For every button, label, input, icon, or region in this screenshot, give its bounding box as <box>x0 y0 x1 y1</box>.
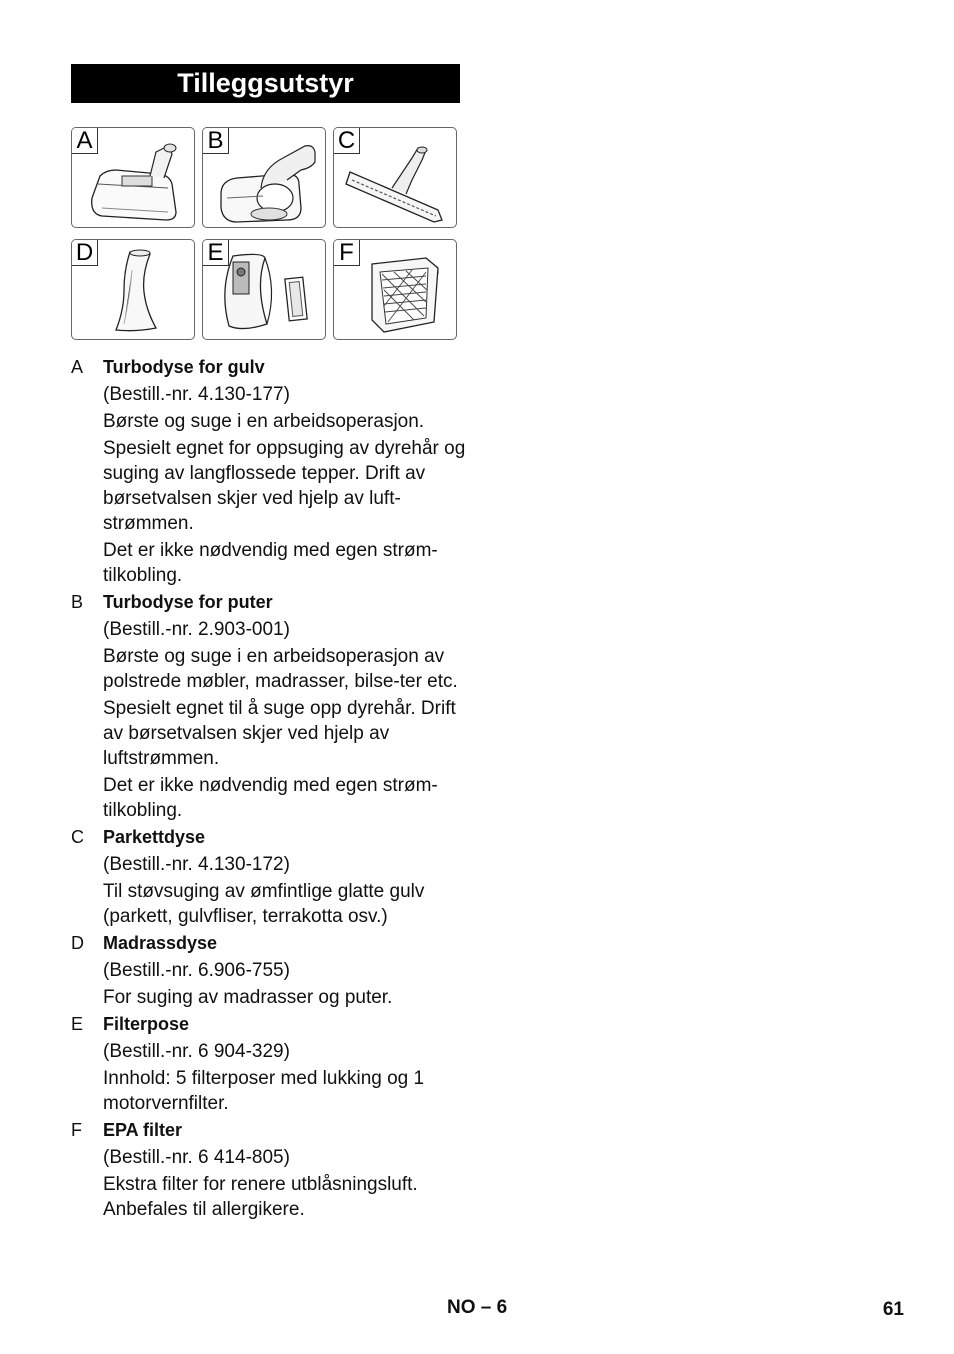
page-title: Tilleggsutstyr <box>71 64 460 103</box>
item-key: B <box>71 592 84 612</box>
tile-letter: E <box>203 240 229 266</box>
item-key: A <box>71 357 84 377</box>
item-description: Spesielt egnet til å suge opp dyrehår. Drift av børsetvalsen skjer ved hjelp av luftstrømmen. <box>103 698 456 769</box>
list-item <box>71 931 471 1010</box>
list-item <box>71 1118 471 1222</box>
item-description: Det er ikke nødvendig med egen strøm-tilkobling. <box>103 775 438 821</box>
order-number: (Bestill.-nr. 4.130-172) <box>103 854 290 875</box>
item-description: Børste og suge i en arbeidsoperasjon av polstrede møbler, madrasser, bilse-ter etc. <box>103 646 458 692</box>
order-number: (Bestill.-nr. 6 414-805) <box>103 1147 290 1168</box>
list-item <box>71 825 471 929</box>
item-key: F <box>71 1120 82 1140</box>
item-key: D <box>71 933 84 953</box>
item-name: Turbodyse for gulv <box>103 357 265 377</box>
list-item <box>71 355 471 588</box>
order-number: (Bestill.-nr. 6.906-755) <box>103 960 290 981</box>
accessory-list <box>71 355 471 1224</box>
tile-letter: D <box>72 240 98 266</box>
item-description: Innhold: 5 filterposer med lukking og 1 motorvernfilter. <box>103 1068 425 1114</box>
item-description: Det er ikke nødvendig med egen strøm-tilkobling. <box>103 540 438 586</box>
item-key: C <box>71 827 84 847</box>
figure-tile-b <box>202 127 326 228</box>
figure-tile-d <box>71 239 195 340</box>
tile-letter: A <box>72 128 98 154</box>
figure-tile-f <box>333 239 457 340</box>
item-name: Filterpose <box>103 1014 190 1034</box>
item-description: Til støvsuging av ømfintlige glatte gulv (parkett, gulvfliser, terrakotta osv.) <box>103 881 425 927</box>
item-description: Ekstra filter for renere utblåsningsluft. Anbefales til allergikere. <box>103 1174 418 1220</box>
item-name: Madrassdyse <box>103 933 218 953</box>
tile-letter: C <box>334 128 360 154</box>
item-key: E <box>71 1014 84 1034</box>
page-number: 61 <box>882 1299 904 1320</box>
section-code: NO – 6 <box>447 1297 508 1318</box>
item-name: Turbodyse for puter <box>103 592 273 612</box>
item-description: Børste og suge i en arbeidsoperasjon. <box>103 411 425 432</box>
tile-letter: B <box>203 128 229 154</box>
figure-tile-e <box>202 239 326 340</box>
item-description: For suging av madrasser og puter. <box>103 987 393 1008</box>
order-number: (Bestill.-nr. 2.903-001) <box>103 619 290 640</box>
item-name: EPA filter <box>103 1120 183 1140</box>
accessories-figure <box>71 127 460 341</box>
item-description: Spesielt egnet for oppsuging av dyrehår og suging av langflossede tepper. Drift av børsetvalsen skjer ved hjelp av luft-strømmen. <box>103 438 466 534</box>
list-item <box>71 1012 471 1116</box>
order-number: (Bestill.-nr. 4.130-177) <box>103 384 290 405</box>
order-number: (Bestill.-nr. 6 904-329) <box>103 1041 290 1062</box>
list-item <box>71 590 471 823</box>
figure-tile-a <box>71 127 195 228</box>
figure-tile-c <box>333 127 457 228</box>
tile-letter: F <box>334 240 360 266</box>
item-name: Parkettdyse <box>103 827 206 847</box>
